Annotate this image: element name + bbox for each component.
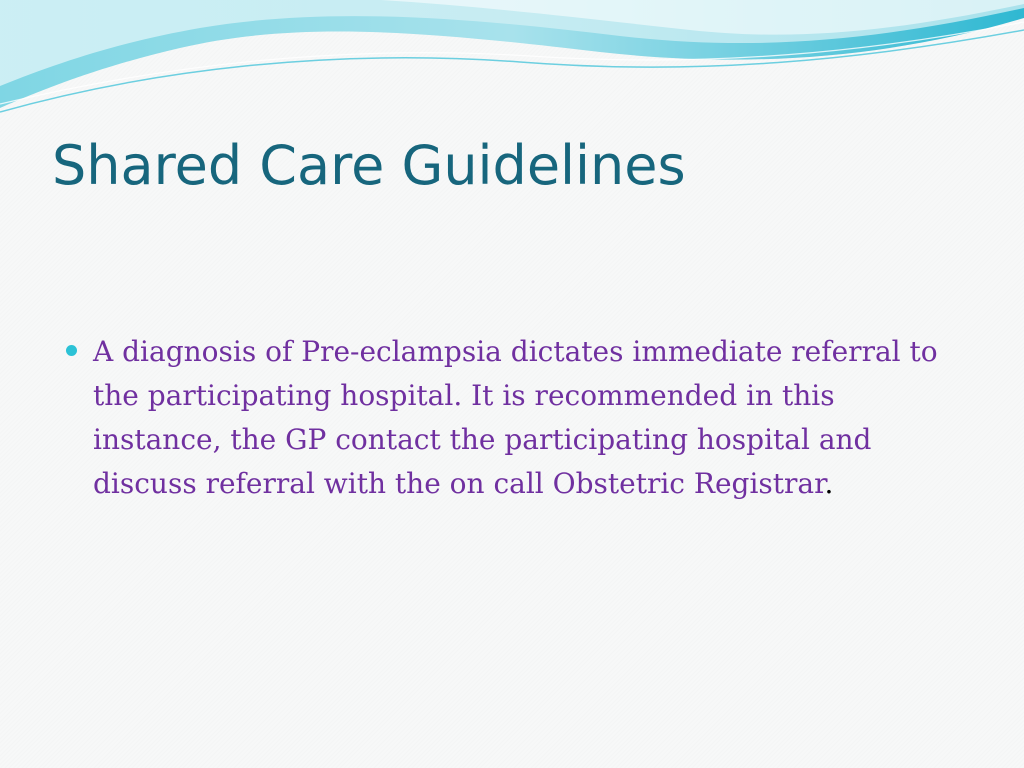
bullet-icon	[66, 345, 77, 356]
bullet-item	[66, 330, 966, 506]
page-title: Shared Care Guidelines	[52, 134, 686, 197]
decorative-wave-header	[0, 0, 1024, 120]
bullet-text	[93, 330, 953, 506]
body-content	[66, 330, 966, 506]
bullet-text-body: A diagnosis of Pre-eclampsia dictates immediate referral to the participating hospital. It is recommended in this instance, the GP contact the participating hospital and discuss referral with the on call Obstetric Registrar	[93, 335, 938, 500]
bullet-period: .	[824, 467, 834, 500]
